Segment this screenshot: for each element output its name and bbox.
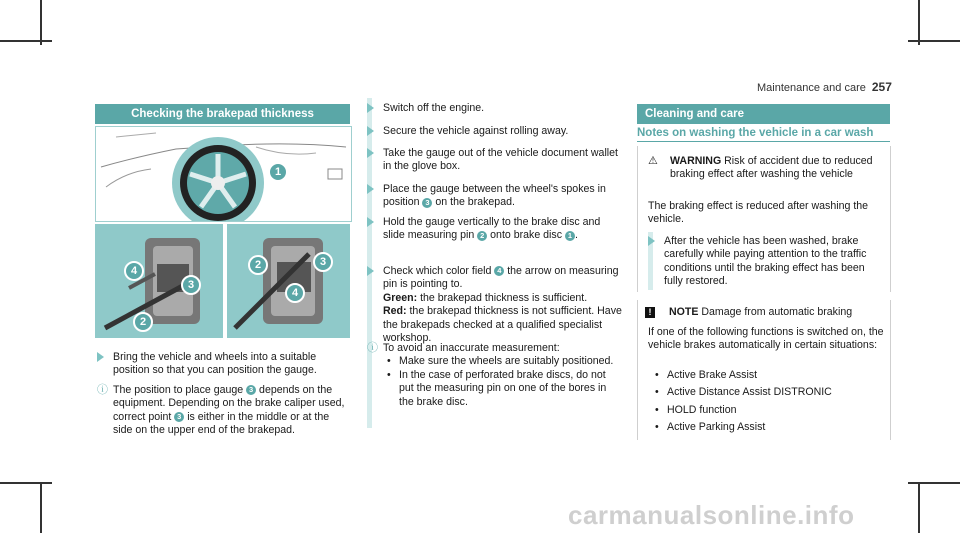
subheading: Notes on washing the vehicle in a car wash xyxy=(637,127,890,142)
wheel-illustration xyxy=(95,126,352,222)
step-arrow-icon xyxy=(367,126,374,136)
section-title: Maintenance and care xyxy=(757,82,866,94)
step-arrow-icon xyxy=(367,148,374,158)
callout-2-left: 2 xyxy=(133,312,153,332)
caliper-illustration-right xyxy=(227,224,350,338)
warning-body: The braking effect is reduced after washing the vehicle. xyxy=(648,200,869,226)
callout-1: 1 xyxy=(268,162,288,182)
step-arrow-icon xyxy=(97,352,104,362)
crop-mark xyxy=(40,0,42,45)
caliper-illustration-left xyxy=(95,224,223,338)
step-switch-off: Switch off the engine. xyxy=(367,102,622,115)
note-body: If one of the following functions is switched on, the vehicle brakes automatically in certain situations: xyxy=(648,326,884,352)
page-header xyxy=(757,80,892,94)
crop-mark xyxy=(918,0,920,45)
step-position-vehicle: Bring the vehicle and wheels into a suitable position so that you can position the gauge. xyxy=(97,351,350,378)
step-arrow-icon xyxy=(648,236,655,246)
ref-2: 2 xyxy=(477,231,487,241)
section-banner: Cleaning and care xyxy=(637,104,890,124)
info-icon: ⓘ xyxy=(97,384,108,396)
avoid-note: ⓘ To avoid an inaccurate measurement: • Make sure the wheels are suitably positioned. • In the case of perforated brake discs, do not put the measuring pin on one of the bores in the brake disc. xyxy=(367,342,622,409)
note-heading: ! NOTE Damage from automatic braking xyxy=(645,306,885,319)
list-item: • Active Distance Assist DISTRONIC xyxy=(655,386,885,399)
warning-step: After the vehicle has been washed, brake carefully while paying attention to the traffic conditions until the braking effect has been fully restored. xyxy=(648,235,880,289)
ref-4: 4 xyxy=(494,266,504,276)
section-banner: Checking the brakepad thickness xyxy=(95,104,350,124)
info-note: ⓘ The position to place gauge 3 depends on the equipment. Depending on the brake caliper used, correct point 3 is either in the middle or at the side on the upper end of the brakepad. xyxy=(97,384,345,437)
list-item: • Make sure the wheels are suitably positioned. xyxy=(387,355,622,368)
ref-3: 3 xyxy=(246,385,256,395)
crop-mark xyxy=(908,482,960,484)
ref-1: 1 xyxy=(565,231,575,241)
step-arrow-icon xyxy=(367,266,374,276)
step-arrow-icon xyxy=(367,184,374,194)
note-list xyxy=(655,369,885,435)
callout-2-right: 2 xyxy=(248,255,268,275)
step-check-color: Check which color field 4 the arrow on measuring pin is pointing to. Green: the brakepad thickness is sufficient. Red: the brakepad thickness is not sufficient. Have the brakepads checked at a qualified specialist workshop. xyxy=(367,265,622,345)
step-arrow-icon xyxy=(367,103,374,113)
callout-3-right: 3 xyxy=(313,252,333,272)
step-secure: Secure the vehicle against rolling away. xyxy=(367,125,622,138)
warning-heading: ⚠ WARNING Risk of accident due to reduced braking effect after washing the vehicle xyxy=(648,155,873,181)
step-hold-gauge: Hold the gauge vertically to the brake disc and slide measuring pin 2 onto brake disc 1 . xyxy=(367,216,622,243)
info-icon: ⓘ xyxy=(367,342,378,354)
ref-3: 3 xyxy=(422,198,432,208)
list-item: • Active Parking Assist xyxy=(655,421,885,434)
crop-mark xyxy=(908,40,960,42)
crop-mark xyxy=(40,482,42,533)
callout-3-left: 3 xyxy=(181,275,201,295)
ref-3: 3 xyxy=(174,412,184,422)
note-icon: ! xyxy=(645,307,655,318)
crop-mark xyxy=(0,40,52,42)
warning-icon: ⚠ xyxy=(648,155,658,167)
list-item: • Active Brake Assist xyxy=(655,369,885,382)
page-number: 257 xyxy=(871,80,892,94)
crop-mark xyxy=(918,482,920,533)
step-arrow-icon xyxy=(367,217,374,227)
list-item: • HOLD function xyxy=(655,404,885,417)
crop-mark xyxy=(0,482,52,484)
callout-4-left: 4 xyxy=(124,261,144,281)
list-item: • In the case of perforated brake discs, do not put the measuring pin on one of the bores in the brake disc. xyxy=(387,369,622,409)
step-take-gauge: Take the gauge out of the vehicle document wallet in the glove box. xyxy=(367,147,622,174)
step-place-gauge: Place the gauge between the wheel's spokes in position 3 on the brakepad. xyxy=(367,183,622,210)
watermark: carmanualsonline.info xyxy=(568,500,855,530)
callout-4-right: 4 xyxy=(285,283,305,303)
